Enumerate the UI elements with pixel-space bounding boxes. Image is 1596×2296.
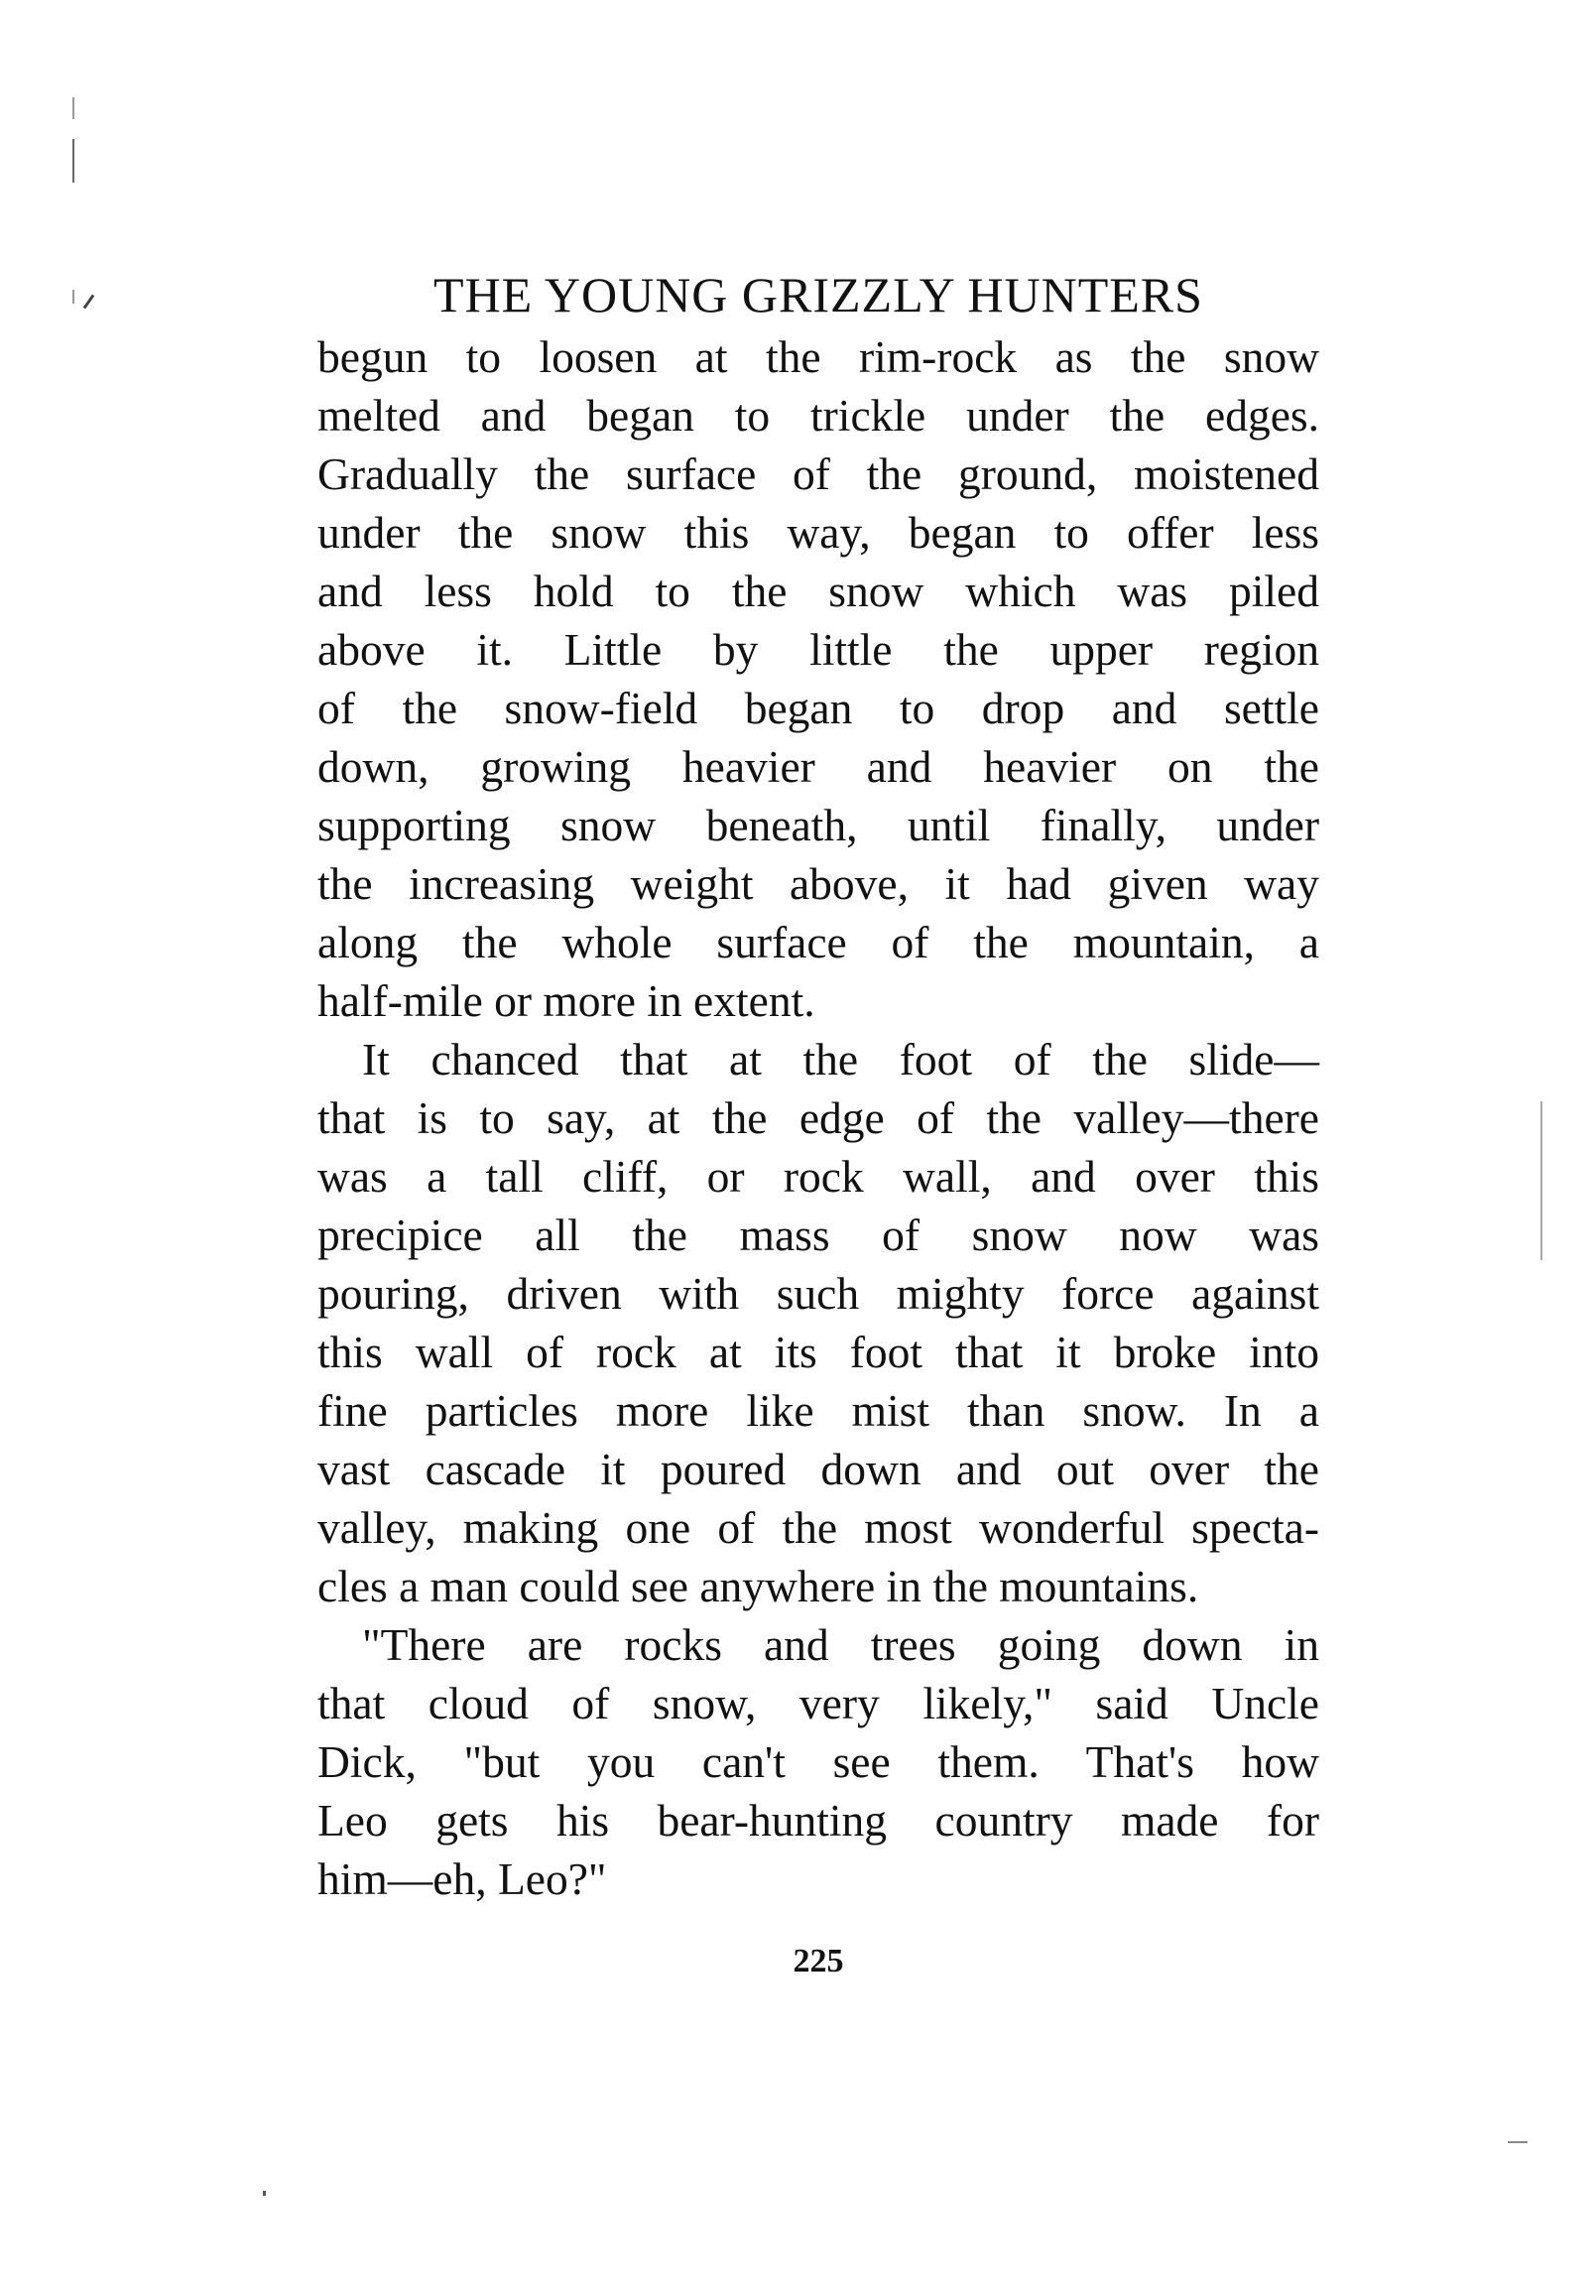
text-line: vast cascade it poured down and out over the <box>317 1444 1319 1494</box>
scan-mark <box>72 290 74 304</box>
text-line: pouring, driven with such mighty force against <box>317 1268 1319 1319</box>
paragraph <box>317 1030 1319 1615</box>
text-line: down, growing heavier and heavier on the <box>317 741 1319 792</box>
text-line: Dick, "but you can't see them. That's how <box>317 1736 1319 1787</box>
text-line: Leo gets his bear-hunting country made for <box>317 1795 1319 1846</box>
text-line: above it. Little by little the upper region <box>317 624 1319 675</box>
scan-mark <box>72 139 74 183</box>
text-line: It chanced that at the foot of the slide— <box>362 1034 1319 1084</box>
scan-mark <box>1540 1101 1542 1260</box>
text-line: begun to loosen at the rim-rock as the snow <box>317 331 1319 382</box>
page-number: 225 <box>793 1943 844 1979</box>
text-line: him—eh, Leo?" <box>317 1853 607 1904</box>
scan-mark <box>72 97 74 119</box>
text-line: that cloud of snow, very likely," said Uncle <box>317 1678 1319 1728</box>
text-line: melted and began to trickle under the edges. <box>317 390 1319 441</box>
scan-mark <box>83 295 95 310</box>
text-line: valley, making one of the most wonderful specta- <box>317 1502 1319 1553</box>
text-line: under the snow this way, began to offer less <box>317 507 1319 558</box>
text-line: Gradually the surface of the ground, moistened <box>317 448 1319 499</box>
text-line: along the whole surface of the mountain, a <box>317 917 1319 967</box>
text-line: precipice all the mass of snow now was <box>317 1210 1319 1260</box>
paragraph <box>317 1615 1319 1908</box>
text-line: this wall of rock at its foot that it broke into <box>317 1327 1319 1377</box>
text-line: "There are rocks and trees going down in <box>362 1619 1319 1670</box>
text-line: the increasing weight above, it had given way <box>317 858 1319 909</box>
text-line: half-mile or more in extent. <box>317 975 815 1026</box>
body-text <box>317 327 1319 1908</box>
text-line: that is to say, at the edge of the valley—there <box>317 1092 1319 1143</box>
running-header: THE YOUNG GRIZZLY HUNTERS <box>433 267 1203 322</box>
text-line: cles a man could see anywhere in the mountains. <box>317 1561 1199 1611</box>
text-line: of the snow-field began to drop and settle <box>317 683 1319 733</box>
text-line: was a tall cliff, or rock wall, and over this <box>317 1151 1319 1202</box>
scan-mark <box>263 2191 266 2196</box>
text-line: and less hold to the snow which was piled <box>317 566 1319 616</box>
text-line: supporting snow beneath, until finally, under <box>317 800 1319 850</box>
text-line: fine particles more like mist than snow. In a <box>317 1385 1319 1436</box>
paragraph <box>317 327 1319 1030</box>
scan-mark <box>1508 2141 1528 2143</box>
